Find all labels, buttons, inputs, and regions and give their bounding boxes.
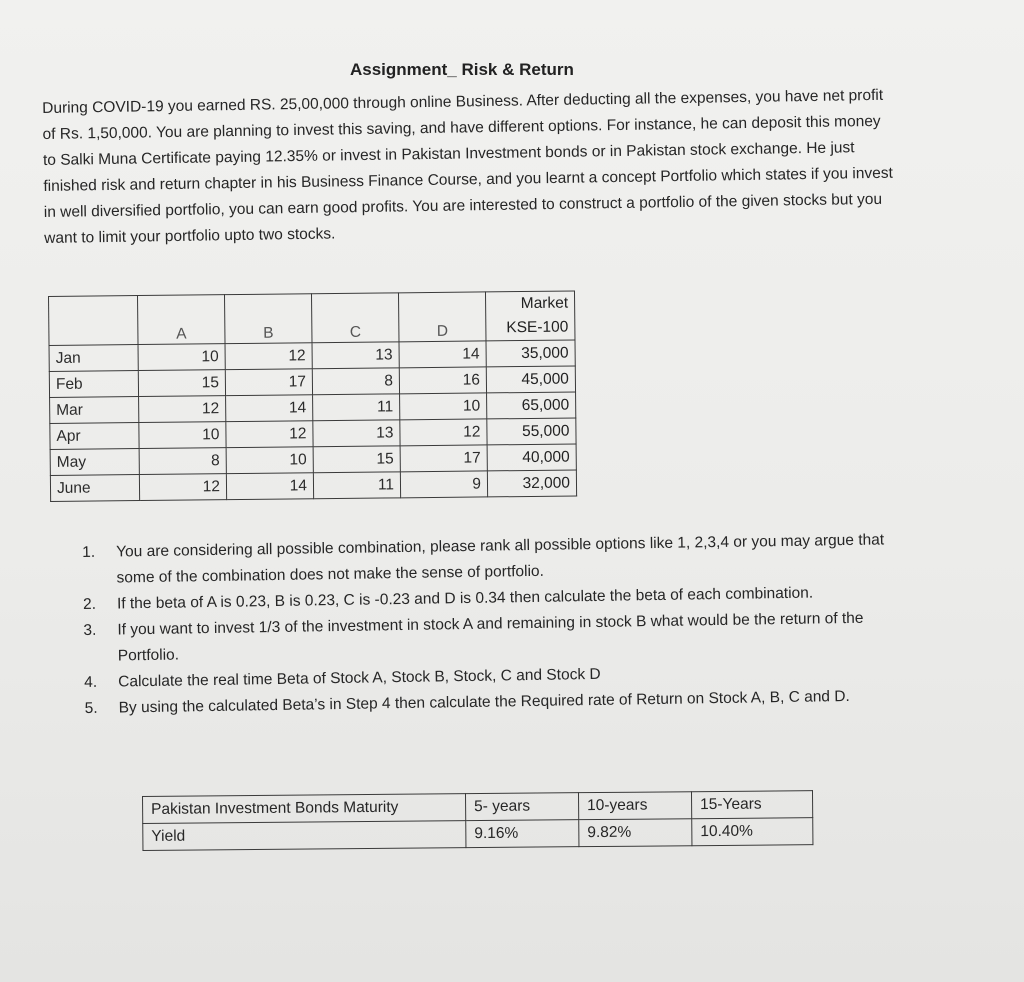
- table-header-row: [49, 291, 575, 346]
- cell-d: 9: [400, 471, 487, 498]
- cell-c: 11: [313, 472, 400, 499]
- header-market-line2: KSE-100: [506, 318, 569, 337]
- question-number: 1.: [82, 543, 96, 561]
- question-text: If the beta of A is 0.23, B is 0.23, C is -0.23 and D is 0.34 then calculate the beta of each combination.: [116, 584, 814, 613]
- header-stock-c: C: [311, 293, 399, 343]
- header-stock-a: A: [138, 295, 226, 345]
- cell-c: 8: [312, 368, 399, 395]
- cell-a: 12: [139, 396, 226, 423]
- cell-d: 17: [400, 445, 487, 472]
- cell-d: 16: [399, 367, 486, 394]
- bonds-yield-10y: 9.82%: [579, 819, 692, 847]
- question-text: If you want to invest 1/3 of the investment in stock A and remaining in stock B what would be the return of the Portfolio.: [117, 609, 864, 665]
- bonds-yield-label: Yield: [143, 821, 466, 851]
- document-title: Assignment_ Risk & Return: [350, 60, 574, 79]
- question-text: By using the calculated Beta’s in Step 4 then calculate the Required rate of Return on Stock A, B, C and D.: [118, 687, 850, 717]
- cell-b: 10: [226, 447, 313, 474]
- cell-c: 15: [313, 446, 400, 473]
- question-number: 2.: [82, 595, 97, 613]
- cell-market: 65,000: [487, 392, 576, 419]
- header-market-line1: Market: [520, 294, 569, 313]
- cell-a: 10: [139, 422, 226, 449]
- bonds-yield-5y: 9.16%: [466, 820, 579, 848]
- cell-c: 11: [313, 394, 400, 421]
- cell-a: 10: [138, 344, 225, 371]
- cell-b: 14: [226, 473, 313, 500]
- cell-market: 55,000: [487, 418, 576, 445]
- header-stock-b: B: [224, 294, 312, 344]
- table-row: [50, 470, 576, 502]
- question-text: You are considering all possible combination, please rank all possible options like 1, 2,3,4 or you may argue that some of the combination does not make the sense of portfolio.: [116, 531, 885, 587]
- cell-month: Jan: [49, 345, 138, 372]
- question-number: 5.: [84, 699, 98, 717]
- header-stock-d: D: [398, 292, 486, 342]
- cell-market: 45,000: [486, 366, 575, 393]
- cell-b: 17: [225, 369, 312, 396]
- bonds-table: [142, 790, 813, 851]
- cell-d: 14: [399, 341, 486, 368]
- cell-d: 12: [400, 419, 487, 446]
- bonds-maturity-label: Pakistan Investment Bonds Maturity: [143, 794, 466, 824]
- question-number: 3.: [83, 621, 97, 639]
- cell-b: 14: [226, 395, 313, 422]
- cell-month: Mar: [50, 397, 139, 424]
- bonds-maturity-15y: 15-Years: [691, 791, 812, 819]
- bonds-yield-row: [143, 818, 813, 851]
- question-list: [82, 527, 905, 722]
- cell-market: 40,000: [487, 444, 576, 471]
- bonds-maturity-5y: 5- years: [465, 793, 578, 821]
- question-number: 4.: [84, 673, 98, 691]
- bonds-maturity-10y: 10-years: [578, 792, 691, 820]
- cell-month: Feb: [49, 371, 138, 398]
- cell-b: 12: [225, 343, 312, 370]
- stock-returns-table: [48, 290, 577, 502]
- bonds-yield-15y: 10.40%: [692, 818, 813, 846]
- cell-month: Apr: [50, 423, 139, 450]
- cell-a: 8: [139, 448, 226, 475]
- cell-b: 12: [226, 421, 313, 448]
- cell-market: 35,000: [486, 340, 575, 367]
- cell-c: 13: [312, 342, 399, 369]
- question-text: Calculate the real time Beta of Stock A, Stock B, Stock, C and Stock D: [118, 665, 601, 691]
- intro-paragraph: During COVID-19 you earned RS. 25,00,000 through online Business. After deducting all the expenses, you have net profit of Rs. 1,50,000. You are planning to invest this saving, and have different options. For instance, he can deposit this money to Salki Muna Certificate paying 12.35% or invest in Pakistan Investment bonds or in Pakistan stock exchange. He just finished risk and return chapter in his Business Finance Course, and you learnt a concept Portfolio which states if you invest in well diversified portfolio, you can earn good profits. You are interested to construct a portfolio of the given stocks but you want to limit your portfolio upto two stocks.: [42, 86, 893, 247]
- cell-d: 10: [400, 393, 487, 420]
- header-month: [49, 296, 139, 346]
- cell-a: 12: [139, 474, 226, 501]
- header-market: [485, 291, 575, 341]
- cell-a: 15: [138, 370, 225, 397]
- cell-month: May: [50, 449, 139, 476]
- cell-market: 32,000: [487, 470, 576, 497]
- cell-c: 13: [313, 420, 400, 447]
- cell-month: June: [50, 475, 139, 502]
